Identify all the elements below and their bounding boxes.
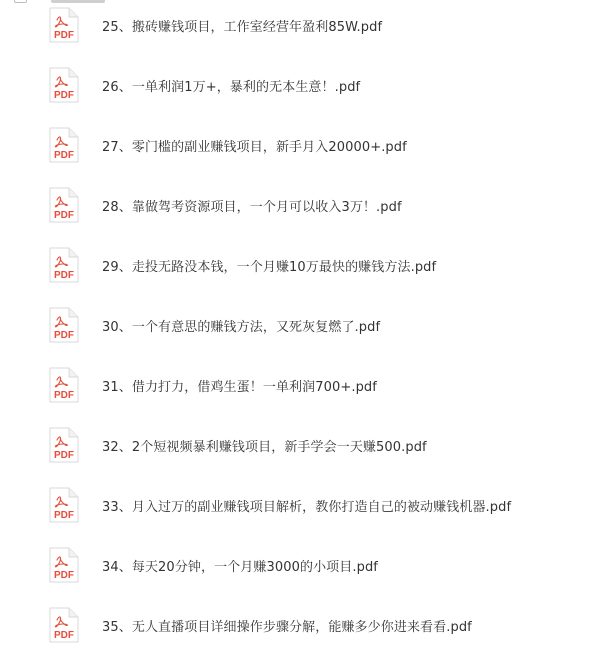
file-name: 27、零门槛的副业赚钱项目，新手月入20000+.pdf: [102, 139, 407, 155]
file-item[interactable]: [0, 295, 607, 355]
pdf-icon: [48, 547, 80, 583]
file-name: 30、一个有意思的赚钱方法，又死灰复燃了.pdf: [102, 319, 381, 335]
pdf-icon: [48, 607, 80, 643]
file-item[interactable]: [0, 475, 607, 535]
svg-text:PDF: PDF: [54, 450, 74, 461]
pdf-icon: [48, 187, 80, 223]
file-name: 35、无人直播项目详细操作步骤分解，能赚多少你进来看看.pdf: [102, 619, 472, 635]
file-item[interactable]: [0, 235, 607, 295]
file-name: 33、月入过万的副业赚钱项目解析，教你打造自己的被动赚钱机器.pdf: [102, 499, 512, 515]
pdf-icon: [48, 367, 80, 403]
file-name: 29、走投无路没本钱，一个月赚10万最快的赚钱方法.pdf: [102, 259, 437, 275]
pdf-icon: [48, 247, 80, 283]
file-item[interactable]: [0, 415, 607, 475]
file-name: 25、搬砖赚钱项目，工作室经营年盈利85W.pdf: [102, 19, 383, 35]
file-name: 28、靠做驾考资源项目，一个月可以收入3万！.pdf: [102, 199, 402, 215]
svg-text:PDF: PDF: [54, 330, 74, 341]
file-item[interactable]: [0, 0, 607, 55]
svg-text:PDF: PDF: [54, 210, 74, 221]
svg-text:PDF: PDF: [54, 570, 74, 581]
file-name: 32、2个短视频暴利赚钱项目，新手学会一天赚500.pdf: [102, 439, 427, 455]
svg-text:PDF: PDF: [54, 90, 74, 101]
svg-text:PDF: PDF: [54, 150, 74, 161]
pdf-icon: [48, 487, 80, 523]
pdf-icon: [48, 67, 80, 103]
svg-text:PDF: PDF: [54, 270, 74, 281]
file-item[interactable]: [0, 355, 607, 415]
file-name: 34、每天20分钟，一个月赚3000的小项目.pdf: [102, 559, 378, 575]
file-item[interactable]: [0, 595, 607, 655]
file-name: 31、借力打力，借鸡生蛋！一单利润700+.pdf: [102, 379, 377, 395]
pdf-icon: [48, 127, 80, 163]
file-item[interactable]: [0, 115, 607, 175]
svg-text:PDF: PDF: [54, 30, 74, 41]
pdf-icon: [48, 307, 80, 343]
svg-text:PDF: PDF: [54, 630, 74, 641]
file-item[interactable]: [0, 535, 607, 595]
file-item[interactable]: [0, 175, 607, 235]
svg-text:PDF: PDF: [54, 390, 74, 401]
file-name: 26、一单利润1万+，暴利的无本生意！.pdf: [102, 79, 361, 95]
pdf-icon: [48, 427, 80, 463]
file-item[interactable]: [0, 55, 607, 115]
pdf-icon: [48, 7, 80, 43]
svg-text:PDF: PDF: [54, 510, 74, 521]
